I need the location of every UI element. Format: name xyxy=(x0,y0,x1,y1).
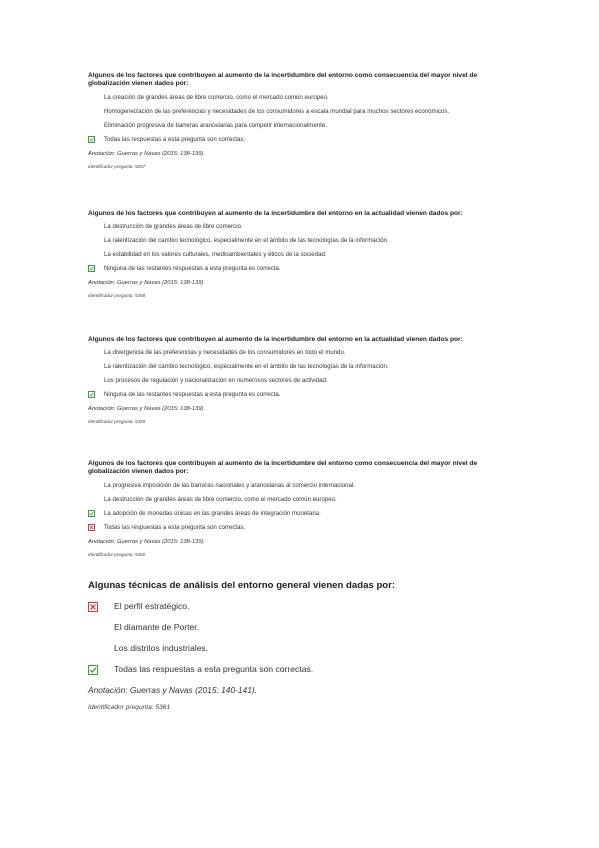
answer-text: Homogeneización de las preferencias y necesidades de los consumidores a escala mundial para muchos sectores económicos. xyxy=(104,107,450,115)
correct-check-icon xyxy=(88,265,95,272)
question-identifier: Identificador pregunta: 5359 xyxy=(88,419,146,425)
answer-text: Eliminación progresiva de barreras arancelarias para competir internacionalmente. xyxy=(104,121,327,129)
question-text: Algunos de los factores que contribuyen al aumento de la incertidumbre del entorno en la actualidad vienen dados por: xyxy=(88,210,463,217)
incorrect-cross-icon xyxy=(88,524,95,531)
correct-check-icon xyxy=(88,665,98,675)
question-text: Algunos de los factores que contribuyen al aumento de la incertidumbre del entorno como consecuencia del mayor nivel de globalización vienen dados por: xyxy=(88,72,478,88)
question-identifier: Identificador pregunta: 5358 xyxy=(88,293,146,299)
answer-option xyxy=(88,377,518,385)
answer-option xyxy=(88,136,518,144)
answer-text: La divergencia de las preferencias y necesidades de los consumidores en todo el mundo. xyxy=(104,349,346,357)
question-identifier: Identificador pregunta: 5360 xyxy=(88,551,146,557)
annotation: Anotación: Guerras y Navas (2015: 140-141). xyxy=(88,685,257,695)
correct-check-icon xyxy=(88,136,95,143)
answer-text: Ninguna de las restantes respuestas a esta pregunta es correcta. xyxy=(104,265,281,273)
answer-text: La ralentización del cambio tecnológico, especialmente en el ámbito de las tecnologías de la información. xyxy=(104,363,389,371)
question-text: Algunos de los factores que contribuyen al aumento de la incertidumbre del entorno en la actualidad vienen dados por: xyxy=(88,336,463,343)
answer-text: El perfil estratégico. xyxy=(114,601,190,611)
answer-option xyxy=(88,94,518,102)
annotation: Anotación: Guerras y Navas (2015: 138-139). xyxy=(88,406,205,413)
answer-text: Los distritos industriales. xyxy=(114,643,209,653)
answer-option xyxy=(88,601,528,612)
question-identifier: Identificador pregunta: 5361 xyxy=(88,704,171,711)
answer-option xyxy=(88,223,518,231)
question-block xyxy=(88,210,518,299)
answer-option xyxy=(88,496,518,504)
answer-text: La ralentización del cambio tecnológico, especialmente en el ámbito de las tecnologías de la información. xyxy=(104,237,389,245)
question-identifier: Identificador pregunta: 5357 xyxy=(88,163,146,169)
answer-text: La adopción de monedas únicas en las grandes áreas de integración monetaria. xyxy=(104,509,321,517)
answer-text: El diamante de Porter. xyxy=(114,622,200,632)
annotation: Anotación: Guerras y Navas (2015: 138-139). xyxy=(88,280,205,287)
correct-check-icon xyxy=(88,510,95,517)
answer-option xyxy=(88,265,518,273)
answer-option xyxy=(88,510,518,518)
question-block xyxy=(88,580,528,712)
answer-text: Todas las respuestas a esta pregunta son correctas. xyxy=(114,664,314,674)
answer-option xyxy=(88,251,518,259)
question-text: Algunos de los factores que contribuyen al aumento de la incertidumbre del entorno como consecuencia del mayor nivel de globalización vienen dados por: xyxy=(88,460,478,476)
answer-text: La estabilidad en los valores culturales, medioambientales y éticos de la sociedad. xyxy=(104,251,327,259)
answer-option xyxy=(88,363,518,371)
question-block xyxy=(88,72,518,170)
answer-option xyxy=(88,524,518,532)
answer-text: Los procesos de regulación y nacionalización en numerosos sectores de actividad. xyxy=(104,377,328,385)
answer-option xyxy=(88,237,518,245)
answer-option xyxy=(88,391,518,399)
answer-option xyxy=(88,349,518,357)
question-block xyxy=(88,460,518,558)
answer-option xyxy=(88,108,518,116)
answer-text: La creación de grandes áreas de libre comercio, como el mercado común europeo. xyxy=(104,93,329,101)
answer-text: Todas las respuestas a esta pregunta son correctas. xyxy=(104,523,246,531)
answer-option xyxy=(88,664,528,675)
annotation: Anotación: Guerras y Navas (2015: 138-139). xyxy=(88,150,205,157)
incorrect-cross-icon xyxy=(88,602,98,612)
annotation: Anotación: Guerras y Navas (2015: 138-139). xyxy=(88,538,205,545)
answer-text: Ninguna de las restantes respuestas a esta pregunta es correcta. xyxy=(104,391,281,399)
question-text: Algunas técnicas de análisis del entorno general vienen dadas por: xyxy=(88,580,396,591)
answer-text: La progresiva imposición de las barreras nacionales y arancelarias al comercio internacional. xyxy=(104,481,355,489)
answer-text: Todas las respuestas a esta pregunta son correctas. xyxy=(104,135,246,143)
question-block xyxy=(88,336,518,425)
answer-option xyxy=(88,622,528,633)
answer-option xyxy=(88,122,518,130)
answer-option xyxy=(88,482,518,490)
answer-text: La destrucción de grandes áreas de libre comercio, como el mercado común europeo. xyxy=(104,495,337,503)
answer-option xyxy=(88,643,528,654)
correct-check-icon xyxy=(88,391,95,398)
answer-text: La destrucción de grandes áreas de libre comercio. xyxy=(104,223,243,231)
